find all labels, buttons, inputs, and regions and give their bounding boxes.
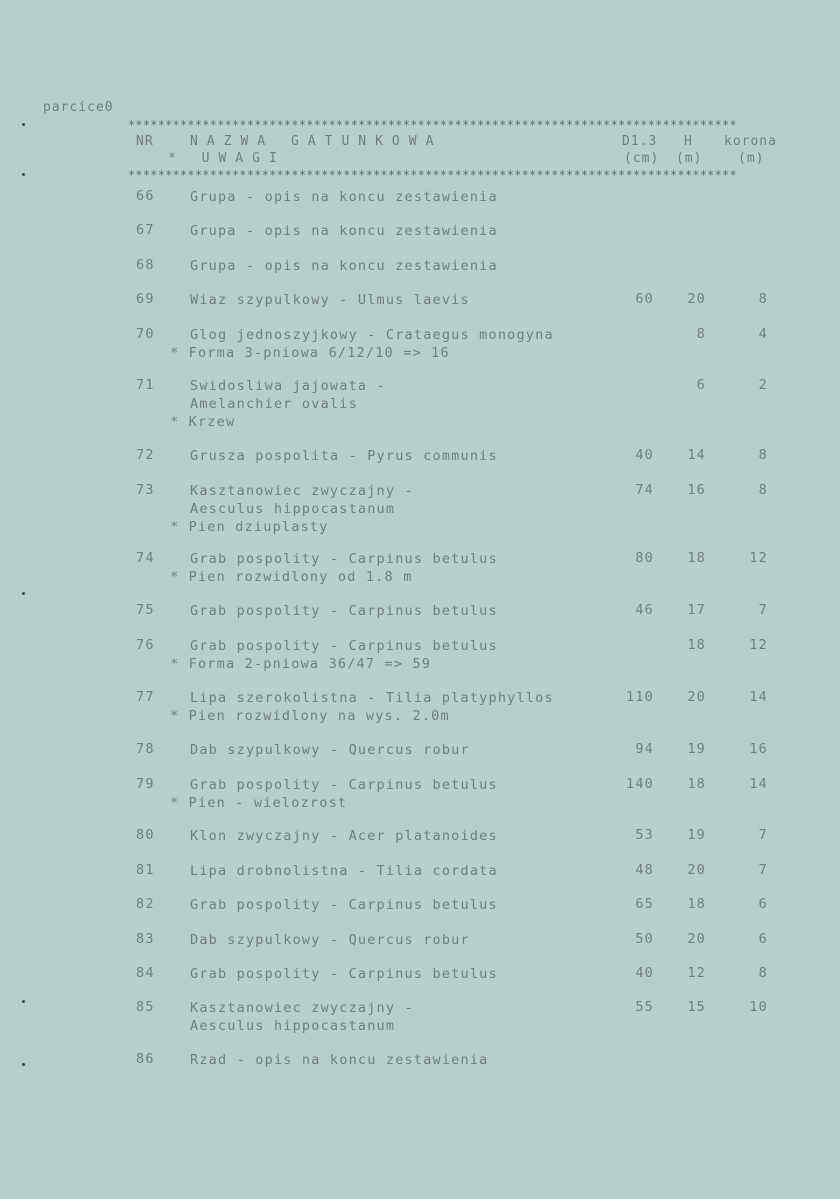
crown-value: 14 <box>749 776 768 792</box>
height-value: 20 <box>687 862 706 878</box>
row-number: 82 <box>136 896 155 912</box>
crown-value: 8 <box>758 965 768 981</box>
species-name: Grab pospolity - Carpinus betulus <box>190 551 498 567</box>
crown-value: 16 <box>749 741 768 757</box>
row-number: 72 <box>136 447 155 463</box>
remark: * Pien - wielozrost <box>170 795 348 811</box>
star-divider-bottom: ********************************************************************************** <box>128 168 737 182</box>
species-name: Grupa - opis na koncu zestawienia <box>190 223 498 239</box>
species-name-cell <box>170 776 498 812</box>
species-name-cell <box>170 637 498 673</box>
height-value: 17 <box>687 602 706 618</box>
species-name: Klon zwyczajny - Acer platanoides <box>190 828 498 844</box>
margin-dot <box>22 1063 25 1066</box>
height-value: 18 <box>687 550 706 566</box>
header-uwagi: * UWAGI <box>168 151 286 166</box>
header-nr: NR <box>136 134 154 149</box>
diameter-value: 110 <box>626 689 654 705</box>
species-name-cell <box>170 326 554 362</box>
species-name: Swidosliwa jajowata - <box>190 378 386 394</box>
crown-value: 8 <box>758 482 768 498</box>
species-name-cell <box>190 965 498 983</box>
row-number: 86 <box>136 1051 155 1067</box>
species-name: Kasztanowiec zwyczajny - <box>190 1000 414 1016</box>
height-value: 20 <box>687 689 706 705</box>
star-divider-top: ********************************************************************************** <box>128 118 737 132</box>
species-name: Grab pospolity - Carpinus betulus <box>190 638 498 654</box>
row-number: 77 <box>136 689 155 705</box>
crown-value: 7 <box>758 827 768 843</box>
species-name: Glog jednoszyjkowy - Crataegus monogyna <box>190 327 554 343</box>
species-name-cell <box>190 257 498 275</box>
species-name: Dab szypulkowy - Quercus robur <box>190 932 470 948</box>
row-number: 80 <box>136 827 155 843</box>
margin-dot <box>22 592 25 595</box>
row-number: 71 <box>136 377 155 393</box>
height-value: 16 <box>687 482 706 498</box>
crown-value: 14 <box>749 689 768 705</box>
height-value: 19 <box>687 741 706 757</box>
height-value: 19 <box>687 827 706 843</box>
row-number: 78 <box>136 741 155 757</box>
species-name: Wiaz szypulkowy - Ulmus laevis <box>190 292 470 308</box>
crown-value: 7 <box>758 862 768 878</box>
species-name-cell <box>190 222 498 240</box>
species-name: Grab pospolity - Carpinus betulus <box>190 897 498 913</box>
header-korona: korona <box>724 134 777 149</box>
row-number: 68 <box>136 257 155 273</box>
species-name-latin: Aesculus hippocastanum <box>190 1018 396 1034</box>
species-name: Lipa drobnolistna - Tilia cordata <box>190 863 498 879</box>
diameter-value: 94 <box>635 741 654 757</box>
crown-value: 8 <box>758 447 768 463</box>
species-name-cell <box>170 377 386 431</box>
species-name-cell <box>170 482 414 536</box>
remark: * Pien rozwidlony od 1.8 m <box>170 569 413 585</box>
crown-value: 12 <box>749 637 768 653</box>
crown-value: 10 <box>749 999 768 1015</box>
remark: * Pien rozwidlony na wys. 2.0m <box>170 708 450 724</box>
header-korona-unit: (m) <box>738 151 765 166</box>
document-title: parcice0 <box>43 100 114 115</box>
crown-value: 12 <box>749 550 768 566</box>
crown-value: 6 <box>758 931 768 947</box>
species-name-cell <box>190 291 470 309</box>
height-value: 18 <box>687 896 706 912</box>
species-name-cell <box>190 447 498 465</box>
species-name-cell <box>190 931 470 949</box>
header-nazwa: NAZWA GATUNKOWA <box>190 134 443 149</box>
height-value: 12 <box>687 965 706 981</box>
species-name: Rzad - opis na koncu zestawienia <box>190 1052 489 1068</box>
species-name-latin: Aesculus hippocastanum <box>190 501 396 517</box>
diameter-value: 46 <box>635 602 654 618</box>
row-number: 70 <box>136 326 155 342</box>
row-number: 75 <box>136 602 155 618</box>
crown-value: 6 <box>758 896 768 912</box>
row-number: 73 <box>136 482 155 498</box>
header-d13: D1.3 <box>622 134 658 149</box>
height-value: 15 <box>687 999 706 1015</box>
species-name-cell <box>190 896 498 914</box>
height-value: 6 <box>696 377 706 393</box>
diameter-value: 53 <box>635 827 654 843</box>
species-name: Grab pospolity - Carpinus betulus <box>190 603 498 619</box>
crown-value: 4 <box>758 326 768 342</box>
diameter-value: 55 <box>635 999 654 1015</box>
margin-dot <box>22 173 25 176</box>
crown-value: 8 <box>758 291 768 307</box>
row-number: 69 <box>136 291 155 307</box>
diameter-value: 74 <box>635 482 654 498</box>
crown-value: 2 <box>758 377 768 393</box>
row-number: 81 <box>136 862 155 878</box>
row-number: 85 <box>136 999 155 1015</box>
height-value: 20 <box>687 931 706 947</box>
row-number: 83 <box>136 931 155 947</box>
diameter-value: 48 <box>635 862 654 878</box>
species-name-latin: Amelanchier ovalis <box>190 396 358 412</box>
height-value: 8 <box>696 326 706 342</box>
margin-dot <box>22 123 25 126</box>
remark: * Krzew <box>170 414 236 430</box>
species-name: Grupa - opis na koncu zestawienia <box>190 258 498 274</box>
height-value: 20 <box>687 291 706 307</box>
diameter-value: 60 <box>635 291 654 307</box>
species-name: Lipa szerokolistna - Tilia platyphyllos <box>190 690 554 706</box>
header-h-unit: (m) <box>676 151 703 166</box>
height-value: 18 <box>687 776 706 792</box>
species-name-cell <box>190 999 414 1035</box>
header-d13-unit: (cm) <box>624 151 660 166</box>
species-name-cell <box>190 827 498 845</box>
species-name: Grab pospolity - Carpinus betulus <box>190 777 498 793</box>
row-number: 74 <box>136 550 155 566</box>
row-number: 76 <box>136 637 155 653</box>
species-name-cell <box>190 862 498 880</box>
row-number: 84 <box>136 965 155 981</box>
row-number: 66 <box>136 188 155 204</box>
diameter-value: 140 <box>626 776 654 792</box>
row-number: 79 <box>136 776 155 792</box>
crown-value: 7 <box>758 602 768 618</box>
species-name: Grupa - opis na koncu zestawienia <box>190 189 498 205</box>
remark: * Forma 3-pniowa 6/12/10 => 16 <box>170 345 450 361</box>
diameter-value: 40 <box>635 965 654 981</box>
species-name-cell <box>170 550 498 586</box>
species-name-cell <box>190 188 498 206</box>
species-name-cell <box>190 741 470 759</box>
margin-dot <box>22 1000 25 1003</box>
species-name-cell <box>190 602 498 620</box>
species-name: Dab szypulkowy - Quercus robur <box>190 742 470 758</box>
header-h: H <box>684 134 693 149</box>
row-number: 67 <box>136 222 155 238</box>
diameter-value: 40 <box>635 447 654 463</box>
species-name-cell <box>170 689 554 725</box>
species-name: Kasztanowiec zwyczajny - <box>190 483 414 499</box>
diameter-value: 50 <box>635 931 654 947</box>
species-name-cell <box>190 1051 489 1069</box>
species-name: Grab pospolity - Carpinus betulus <box>190 966 498 982</box>
diameter-value: 65 <box>635 896 654 912</box>
remark: * Forma 2-pniowa 36/47 => 59 <box>170 656 432 672</box>
remark: * Pien dziuplasty <box>170 519 329 535</box>
height-value: 18 <box>687 637 706 653</box>
height-value: 14 <box>687 447 706 463</box>
species-name: Grusza pospolita - Pyrus communis <box>190 448 498 464</box>
diameter-value: 80 <box>635 550 654 566</box>
